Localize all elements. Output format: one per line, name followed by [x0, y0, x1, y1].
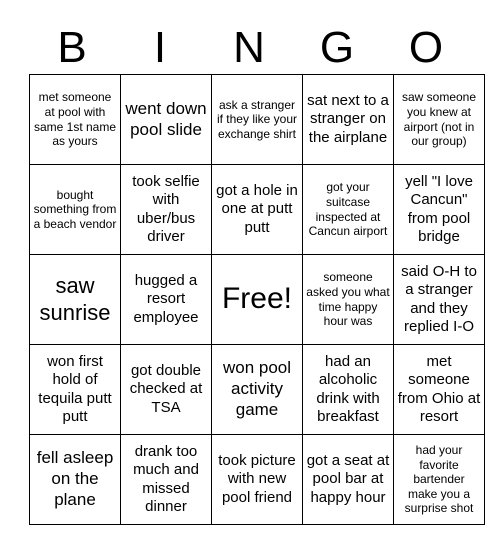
bingo-cell[interactable]: drank too much and missed dinner [121, 435, 212, 525]
bingo-cell[interactable]: someone asked you what time happy hour was [303, 255, 394, 345]
bingo-cell[interactable]: took selfie with uber/bus driver [121, 165, 212, 255]
bingo-card [29, 74, 485, 525]
header-letter-i: I [153, 23, 169, 72]
bingo-cell[interactable]: ask a stranger if they like your exchange shirt [212, 75, 303, 165]
bingo-cell[interactable]: hugged a resort employee [121, 255, 212, 345]
bingo-cell[interactable]: got a hole in one at putt putt [212, 165, 303, 255]
bingo-cell[interactable]: had your favorite bartender make you a surprise shot [394, 435, 485, 525]
bingo-cell[interactable]: took picture with new pool friend [212, 435, 303, 525]
bingo-row [30, 165, 485, 255]
bingo-cell[interactable]: fell asleep on the plane [30, 435, 121, 525]
bingo-cell[interactable]: got double checked at TSA [121, 345, 212, 435]
bingo-cell[interactable]: went down pool slide [121, 75, 212, 165]
bingo-cell[interactable]: said O-H to a stranger and they replied I-O [394, 255, 485, 345]
bingo-cell[interactable]: met someone from Ohio at resort [394, 345, 485, 435]
bingo-cell[interactable]: got your suitcase inspected at Cancun airport [303, 165, 394, 255]
bingo-cell[interactable]: sat next to a stranger on the airplane [303, 75, 394, 165]
header-letter-o: O [408, 23, 446, 72]
bingo-cell[interactable]: yell "I love Cancun" from pool bridge [394, 165, 485, 255]
bingo-cell[interactable]: won pool activity game [212, 345, 303, 435]
bingo-row [30, 435, 485, 525]
header-letter-g: G [319, 23, 357, 72]
bingo-cell[interactable]: had an alcoholic drink with breakfast [303, 345, 394, 435]
bingo-cell[interactable]: bought something from a beach vendor [30, 165, 121, 255]
bingo-row [30, 75, 485, 165]
bingo-cell[interactable]: won first hold of tequila putt putt [30, 345, 121, 435]
header-letter-b: B [57, 23, 89, 72]
bingo-cell[interactable]: saw sunrise [30, 255, 121, 345]
free-space-cell[interactable]: Free! [212, 255, 303, 345]
bingo-row [30, 345, 485, 435]
header-letter-n: N [233, 23, 267, 72]
bingo-row [30, 255, 485, 345]
bingo-cell[interactable]: met someone at pool with same 1st name as yours [30, 75, 121, 165]
bingo-cell[interactable]: got a seat at pool bar at happy hour [303, 435, 394, 525]
bingo-header [29, 22, 471, 74]
bingo-cell[interactable]: saw someone you knew at airport (not in our group) [394, 75, 485, 165]
